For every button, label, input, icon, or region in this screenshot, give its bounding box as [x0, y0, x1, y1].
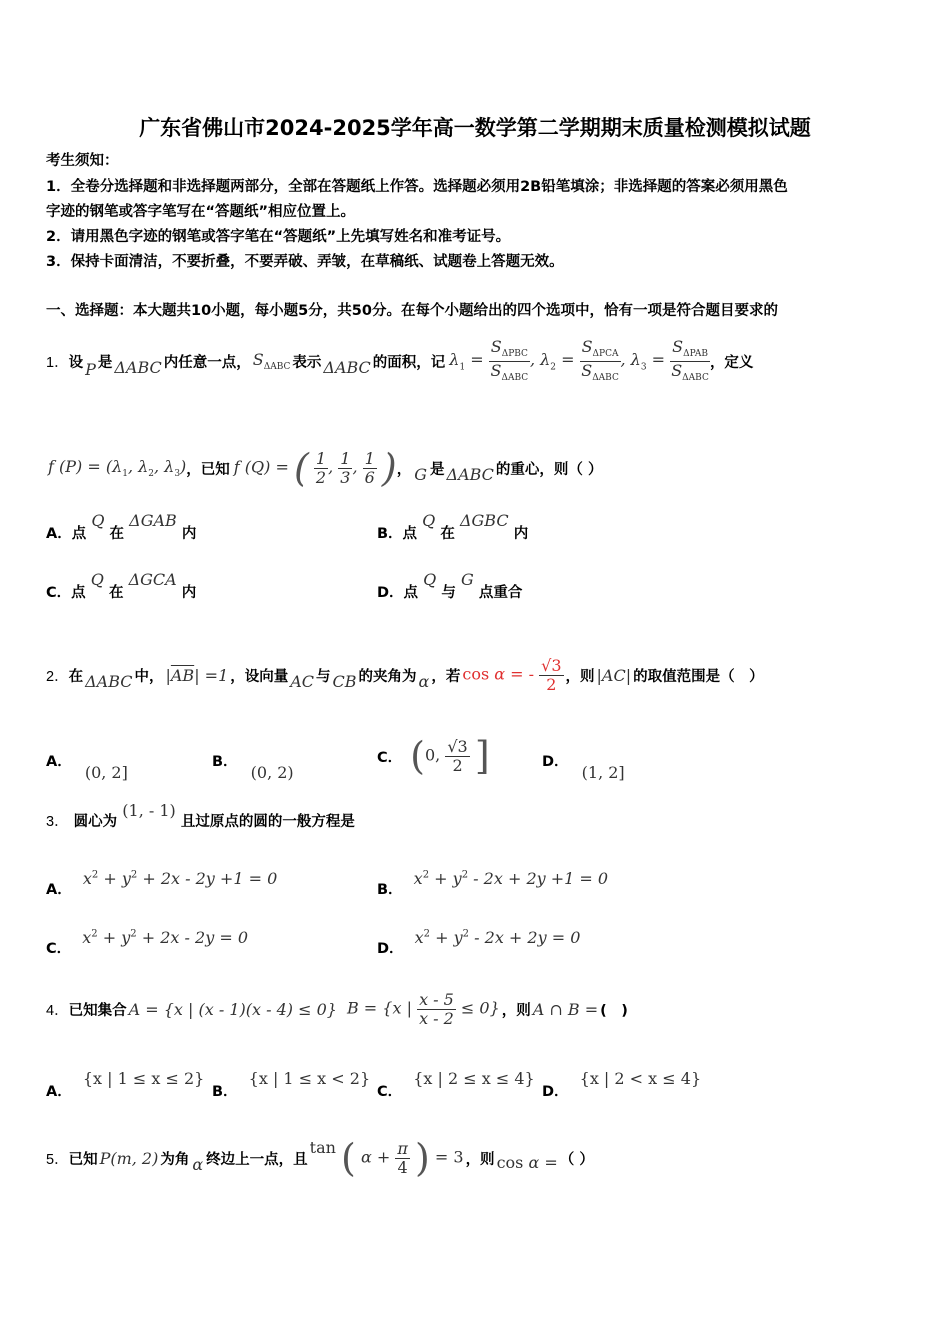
option-label: C． — [46, 941, 72, 957]
q1-number: 1． — [46, 354, 69, 371]
q2-text: 的取值范围是（ ） — [633, 668, 764, 685]
q1-text: ，已知 — [186, 461, 230, 478]
option-value: (0, 2) — [250, 763, 294, 782]
f-definition: f $(P) = (\lambda_1$, $\lambda_2$, $\lambda_3$) — [48, 456, 187, 480]
q3-text: 且过原点的圆的一般方程是 — [180, 814, 355, 830]
question-4: 4． 已知集合 A = {x | (x - 1)(x - 4) ≤ 0} B = {x | $\frac{x - 5}{x - 2}$ ≤ 0} ，则 A ∩ B = ( ) — [46, 989, 628, 1028]
q5-text: 为角 — [160, 1151, 190, 1168]
option-label: B．点 — [377, 526, 418, 542]
q1-text: 是 — [97, 354, 113, 371]
lambda-definitions: $\lambda_1$ = $\frac{S_{\Delta PBC}}{S_{\Delta ABC}}$ , $\lambda_2$ = $\frac{S_{\Delta PCA}}{S_{\Delta ABC}}$ , $\lambda_3$ = $\frac{S_{\Delta PAB}}{S_{\Delta ABC}}$ — [449, 337, 709, 383]
q2-option-b[interactable] — [212, 750, 294, 782]
q3-option-c[interactable]: C． $x^2 + y^2 + 2x - 2y = 0$ — [46, 928, 249, 957]
option-label: C． — [377, 1084, 403, 1100]
q2-text: 在 — [68, 668, 84, 685]
q1-text: ， — [396, 461, 412, 478]
option-text: 点重合 — [478, 585, 523, 601]
q1-text: 的面积，记 — [372, 354, 446, 371]
option-value: {x | 2 < x ≤ 4} — [579, 1069, 702, 1088]
option-value: (0, $\frac{√3}{2}$ ] — [410, 734, 490, 778]
q1-option-a[interactable]: A．点 Q 在 ΔGAB 内 — [46, 511, 197, 542]
q1-text: 是 — [430, 461, 445, 478]
q2-text: 中， — [134, 668, 164, 685]
option-label: A． — [46, 754, 72, 770]
q1-text: ，定义 — [709, 354, 754, 371]
option-label: C． — [377, 749, 403, 766]
q4-text: 已知集合 — [68, 1002, 127, 1019]
q4-option-c[interactable] — [377, 1068, 535, 1100]
q1-option-c[interactable]: C．点 Q 在 ΔGCA 内 — [46, 570, 197, 601]
q1-text: 的重心，则（ ） — [495, 461, 603, 478]
option-value: {x | 1 ≤ x < 2} — [248, 1069, 371, 1088]
q3-option-a[interactable]: A． $x^2 + y^2 + 2x - 2y +1 = 0$ — [46, 869, 278, 898]
option-label: A．点 — [46, 526, 87, 542]
q4-option-a[interactable] — [46, 1068, 205, 1100]
option-text: 内 — [513, 526, 529, 542]
question-1-line2: f $(P) = (\lambda_1$, $\lambda_2$, $\lambda_3$) ，已知 f (Q) = ( $\frac{1}{2}$ , $\frac{1}{3}$ , $\frac{1}{6}$ ) ， G 是 ΔABC 的重心，则（ ） — [48, 446, 603, 490]
q4-option-b[interactable] — [212, 1068, 371, 1100]
q2-number: 2． — [46, 668, 69, 685]
q3-option-d[interactable]: D． $x^2 + y^2 - 2x + 2y = 0$ — [377, 928, 581, 957]
option-value: (1, 2] — [581, 763, 625, 782]
q5-text: 已知 — [68, 1151, 98, 1168]
option-value: (0, 2] — [84, 763, 128, 782]
set-a: A = {x | (x - 1)(x - 4) ≤ 0} — [128, 999, 337, 1019]
tan-condition: tan ( α + $\frac{\pi}{4}$ ) = 3 — [309, 1136, 464, 1180]
option-label: A． — [46, 1084, 72, 1100]
option-text: 在 — [440, 526, 455, 542]
q3-option-b[interactable]: B． $x^2 + y^2 - 2x + 2y +1 = 0$ — [377, 869, 609, 898]
option-text: 在 — [108, 585, 124, 601]
q5-text: （ ） — [559, 1151, 594, 1168]
option-label: D． — [542, 754, 569, 770]
q5-point: P(m, 2) — [99, 1148, 159, 1168]
notice-item-1a: 1．全卷分选择题和非选择题两部分，全部在答题纸上作答。选择题必须用2B铅笔填涂；非选择题的答案必须用黑色 — [46, 179, 788, 195]
question-3 — [46, 801, 355, 831]
q1-text: 内任意一点， — [163, 354, 251, 371]
q1-text: 表示 — [292, 354, 322, 371]
q2-text: ，若 — [431, 668, 461, 685]
q5-text: ，则 — [465, 1151, 495, 1168]
q1-option-d[interactable]: D．点 Q 与 G 点重合 — [377, 570, 523, 601]
f-value: f (Q) = ( $\frac{1}{2}$ , $\frac{1}{3}$ , $\frac{1}{6}$ ) — [233, 446, 397, 490]
option-label: B． — [212, 1084, 238, 1100]
option-label: B． — [212, 754, 238, 770]
q1-text: 设 — [68, 354, 84, 371]
q2-text: ，设向量 — [230, 668, 289, 685]
question-2: 2． 在 ΔABC 中， $|\overline{AB}| =1$ ，设向量 AC 与 CB 的夹角为 α ，若 cos α = - $\frac{√3}{2}$ ，则 |AC| 的取值范围是（ ） — [46, 655, 764, 694]
option-text: 与 — [441, 585, 456, 601]
notice-heading: 考生须知： — [46, 153, 119, 169]
q4-text: ( ) — [600, 1002, 628, 1019]
option-value: {x | 1 ≤ x ≤ 2} — [82, 1069, 205, 1088]
question-5: 5． 已知 P(m, 2) 为角 α 终边上一点，且 tan ( α + $\frac{\pi}{4}$ ) = 3 ，则 cos α = （ ） — [46, 1136, 594, 1180]
notice-item-2: 2．请用黑色字迹的钢笔或答字笔在“答题纸”上先填写姓名和准考证号。 — [46, 229, 511, 245]
q4-text: ，则 — [501, 1002, 531, 1019]
option-text: 在 — [109, 526, 125, 542]
option-label: D．点 — [377, 585, 419, 601]
cos-condition: cos α = - $\frac{√3}{2}$ — [462, 655, 562, 694]
q3-number: 3． — [46, 814, 69, 830]
q2-text: 的夹角为 — [358, 668, 417, 685]
option-label: D． — [377, 941, 404, 957]
q2-option-a[interactable] — [46, 750, 128, 782]
notice-item-3: 3．保持卡面清洁，不要折叠，不要弄破、弄皱，在草稿纸、试题卷上答题无效。 — [46, 254, 564, 270]
option-label: C．点 — [46, 585, 86, 601]
q2-text: 与 — [316, 668, 331, 685]
option-label: D． — [542, 1084, 569, 1100]
option-text: 内 — [181, 526, 197, 542]
q3-text: 圆心为 — [73, 814, 118, 830]
q2-option-d[interactable] — [542, 750, 625, 782]
q2-option-c[interactable] — [377, 728, 490, 784]
q1-option-b[interactable]: B．点 Q 在 ΔGBC 内 — [377, 511, 529, 542]
set-b: B = {x | $\frac{x - 5}{x - 2}$ ≤ 0} — [346, 989, 500, 1028]
option-text: 内 — [181, 585, 197, 601]
option-value: {x | 2 ≤ x ≤ 4} — [413, 1069, 535, 1088]
q4-option-d[interactable] — [542, 1068, 702, 1100]
section-heading: 一、选择题：本大题共10小题，每小题5分，共50分。在每个小题给出的四个选项中，恰有一项是符合题目要求的 — [46, 303, 778, 319]
page-title: 广东省佛山市2024-2025学年高一数学第二学期期末质量检测模拟试题 — [139, 116, 811, 140]
option-label: B． — [377, 882, 403, 898]
q5-text: 终边上一点，且 — [206, 1151, 308, 1168]
option-label: A． — [46, 882, 72, 898]
q2-text: ，则 — [565, 668, 595, 685]
question-1-line1: 1． 设 P 是 ΔABC 内任意一点， $S_{\Delta ABC}$ 表示 ΔABC 的面积，记 $\lambda_1$ = $\frac{S_{\Delta PBC}}{S_{\Delta ABC}}$ , $\lambda_2$ = $\frac{S_{\Delta PCA}}{S_{\Delta ABC}}$ , $\lambda_3$ = $\frac{S_{\Delta PAB}}{S_{\Delta ABC}}$ ，定义 — [46, 337, 754, 383]
q3-center: (1, - 1) — [122, 801, 176, 820]
q5-number: 5． — [46, 1151, 69, 1168]
q4-number: 4． — [46, 1002, 69, 1019]
notice-item-1b: 字迹的钢笔或答字笔写在“答题纸”相应位置上。 — [46, 204, 356, 220]
